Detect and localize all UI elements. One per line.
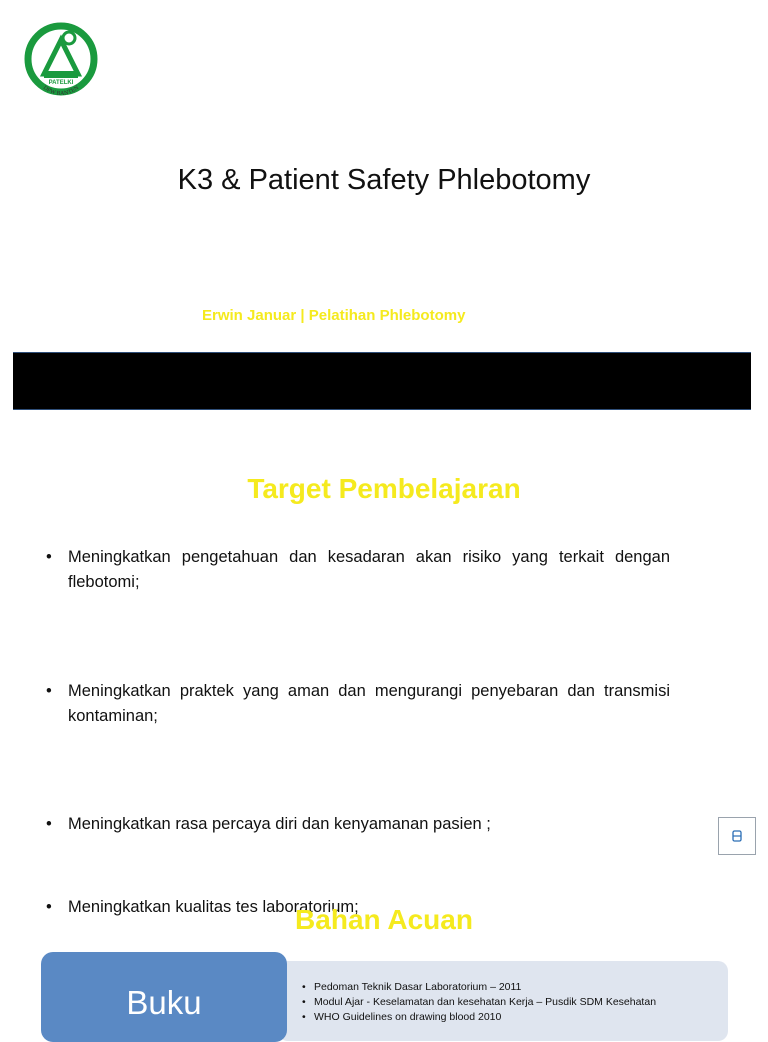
reference-text: WHO Guidelines on drawing blood 2010 [314,1011,502,1023]
reference-text: Modul Ajar - Keselamatan dan kesehatan Kerja – Pusdik SDM Kesehatan [314,996,657,1008]
bullet-icon: • [46,815,52,833]
section-heading-target: Target Pembelajaran [247,473,521,504]
logo-region: DPW BANTEN [41,85,81,98]
list-item-text: Meningkatkan pengetahuan dan kesadaran akan risiko yang terkait dengan flebotomi; [68,548,670,591]
bullet-icon: • [302,1011,306,1023]
bullet-icon: • [46,898,52,916]
slide-divider-bar [13,352,751,410]
page-icon [732,830,742,842]
category-label: Buku [126,984,202,1021]
bullet-icon: • [302,981,306,993]
slide-subtitle: Erwin Januar | Pelatihan Phlebotomy [202,307,466,324]
logo-name: PATELKI [48,80,74,86]
reference-text: Pedoman Teknik Dasar Laboratorium – 2011 [314,981,522,993]
page-nav-button[interactable] [718,817,756,855]
list-item [302,995,656,1010]
bullet-icon: • [46,548,52,566]
patelki-logo [22,22,100,104]
list-item [302,980,656,995]
reference-list [302,980,656,1025]
slide-title: K3 & Patient Safety Phlebotomy [177,164,591,196]
section-heading-references: Bahan Acuan [295,904,473,935]
list-item-text: Meningkatkan kualitas tes laboratorium; [68,898,359,916]
list-item [44,812,670,837]
category-card [41,952,287,1042]
list-item [44,679,670,729]
list-item [302,1010,656,1025]
list-item [44,545,670,595]
bullet-icon: • [46,682,52,700]
target-list [44,545,670,916]
list-item-text: Meningkatkan praktek yang aman dan mengurangi penyebaran dan transmisi kontaminan; [68,682,670,725]
bullet-icon: • [302,996,306,1008]
list-item-text: Meningkatkan rasa percaya diri dan kenyamanan pasien ; [68,815,491,833]
